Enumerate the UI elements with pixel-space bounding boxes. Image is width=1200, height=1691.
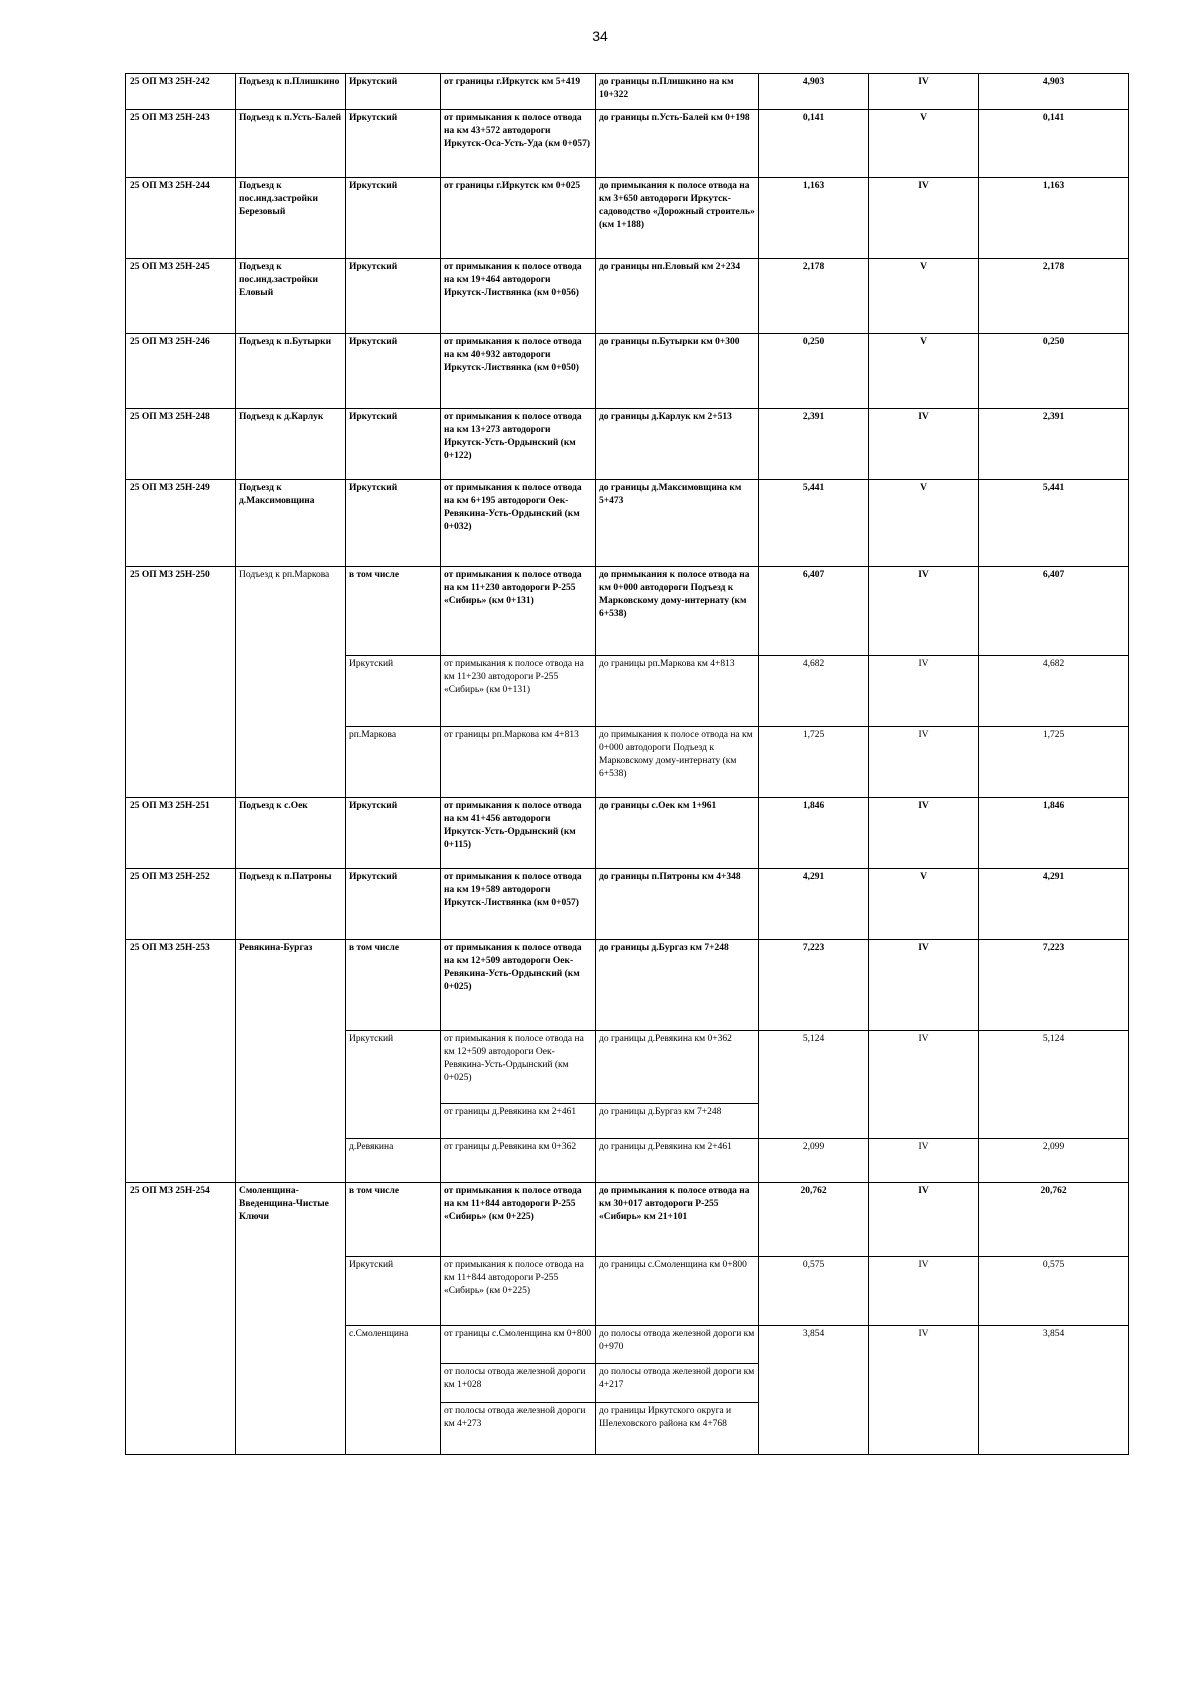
- road-name: Подъезд к п.Плишкино: [236, 74, 346, 110]
- road-to: до границы п.Бутырки км 0+300: [596, 334, 759, 409]
- road-category: IV: [869, 1031, 979, 1139]
- road-category: V: [869, 259, 979, 334]
- road-length-total: 4,682: [979, 656, 1129, 727]
- road-length: 1,163: [759, 178, 869, 259]
- road-name: Подъезд к пос.инд.застройки Еловый: [236, 259, 346, 334]
- road-length-total: 5,124: [979, 1031, 1129, 1139]
- road-to: до границы д.Бургаз км 7+248: [596, 940, 759, 1031]
- road-from: от границы с.Смоленщина км 0+800: [441, 1326, 596, 1364]
- road-to: до полосы отвода железной дороги км 0+970: [596, 1326, 759, 1364]
- road-to: до полосы отвода железной дороги км 4+217: [596, 1364, 759, 1403]
- road-from: от полосы отвода железной дороги км 4+273: [441, 1403, 596, 1455]
- table-row: [126, 940, 1129, 1031]
- road-to: до примыкания к полосе отвода на км 3+650 автодороги Иркутск-садоводство «Дорожный строитель» (км 1+188): [596, 178, 759, 259]
- road-to: до границы п.Пятроны км 4+348: [596, 869, 759, 940]
- road-category: IV: [869, 1183, 979, 1257]
- road-length-total: 1,725: [979, 727, 1129, 798]
- road-length: 2,099: [759, 1139, 869, 1183]
- road-to: до примыкания к полосе отвода на км 0+000 автодороги Подъезд к Марковскому дому-интернату (км 6+538): [596, 727, 759, 798]
- road-location: Иркутский: [346, 334, 441, 409]
- road-length: 3,854: [759, 1326, 869, 1455]
- road-category: IV: [869, 656, 979, 727]
- road-length-total: 0,575: [979, 1257, 1129, 1326]
- road-name: Подъезд к пос.инд.застройки Березовый: [236, 178, 346, 259]
- road-category: IV: [869, 727, 979, 798]
- road-from: от границы д.Ревякина км 2+461: [441, 1104, 596, 1139]
- road-name: Ревякина-Бургаз: [236, 940, 346, 1183]
- road-length: 2,391: [759, 409, 869, 480]
- road-category: IV: [869, 1326, 979, 1455]
- road-from: от примыкания к полосе отвода на км 41+456 автодороги Иркутск-Усть-Ордынский (км 0+115): [441, 798, 596, 869]
- road-length-total: 5,441: [979, 480, 1129, 567]
- page-number: 34: [592, 28, 608, 44]
- road-id: 25 ОП МЗ 25Н-251: [126, 798, 236, 869]
- road-name: Подъезд к д.Карлук: [236, 409, 346, 480]
- road-from: от границы г.Иркутск км 0+025: [441, 178, 596, 259]
- road-length: 4,903: [759, 74, 869, 110]
- road-category: IV: [869, 1257, 979, 1326]
- road-to: до границы д.Бургаз км 7+248: [596, 1104, 759, 1139]
- road-category: V: [869, 480, 979, 567]
- table-row: [126, 798, 1129, 869]
- road-location: Иркутский: [346, 1031, 441, 1139]
- table-row: [126, 409, 1129, 480]
- road-from: от примыкания к полосе отвода на км 12+509 автодороги Оек-Ревякина-Усть-Ордынский (км 0+025): [441, 940, 596, 1031]
- road-location: в том числе: [346, 1183, 441, 1257]
- road-name: Подъезд к рп.Маркова: [236, 567, 346, 798]
- road-category: V: [869, 110, 979, 178]
- road-name: Подъезд к д.Максимовщина: [236, 480, 346, 567]
- road-to: до границы п.Плишкино на км 10+322: [596, 74, 759, 110]
- road-to: до границы рп.Маркова км 4+813: [596, 656, 759, 727]
- road-location: Иркутский: [346, 798, 441, 869]
- road-location: Иркутский: [346, 110, 441, 178]
- road-location: Иркутский: [346, 74, 441, 110]
- road-id: 25 ОП МЗ 25Н-250: [126, 567, 236, 798]
- road-from: от примыкания к полосе отвода на км 11+844 автодороги Р-255 «Сибирь» (км 0+225): [441, 1257, 596, 1326]
- road-id: 25 ОП МЗ 25Н-252: [126, 869, 236, 940]
- road-length: 20,762: [759, 1183, 869, 1257]
- road-length: 0,250: [759, 334, 869, 409]
- road-from: от примыкания к полосе отвода на км 40+932 автодороги Иркутск-Листвянка (км 0+050): [441, 334, 596, 409]
- road-location: Иркутский: [346, 259, 441, 334]
- road-from: от примыкания к полосе отвода на км 19+589 автодороги Иркутск-Листвянка (км 0+057): [441, 869, 596, 940]
- road-length: 6,407: [759, 567, 869, 656]
- road-to: до границы д.Максимовщина км 5+473: [596, 480, 759, 567]
- road-id: 25 ОП МЗ 25Н-244: [126, 178, 236, 259]
- road-from: от примыкания к полосе отвода на км 11+230 автодороги Р-255 «Сибирь» (км 0+131): [441, 656, 596, 727]
- road-length: 1,846: [759, 798, 869, 869]
- road-length-total: 2,099: [979, 1139, 1129, 1183]
- table-row: [126, 178, 1129, 259]
- road-id: 25 ОП МЗ 25Н-243: [126, 110, 236, 178]
- road-length: 5,441: [759, 480, 869, 567]
- table-row: [126, 74, 1129, 110]
- road-from: от примыкания к полосе отвода на км 43+572 автодороги Иркутск-Оса-Усть-Уда (км 0+057): [441, 110, 596, 178]
- road-category: V: [869, 869, 979, 940]
- road-length-total: 0,250: [979, 334, 1129, 409]
- road-location: Иркутский: [346, 409, 441, 480]
- road-location: в том числе: [346, 940, 441, 1031]
- table-row: [126, 1183, 1129, 1257]
- road-from: от примыкания к полосе отвода на км 13+273 автодороги Иркутск-Усть-Ордынский (км 0+122): [441, 409, 596, 480]
- road-length-total: 1,846: [979, 798, 1129, 869]
- road-location: в том числе: [346, 567, 441, 656]
- road-from: от границы г.Иркутск км 5+419: [441, 74, 596, 110]
- road-category: IV: [869, 409, 979, 480]
- road-from: от границы д.Ревякина км 0+362: [441, 1139, 596, 1183]
- road-length-total: 4,903: [979, 74, 1129, 110]
- road-length-total: 2,391: [979, 409, 1129, 480]
- table-row: [126, 334, 1129, 409]
- road-id: 25 ОП МЗ 25Н-253: [126, 940, 236, 1183]
- road-to: до границы п.Усть-Балей км 0+198: [596, 110, 759, 178]
- road-length: 4,291: [759, 869, 869, 940]
- road-from: от полосы отвода железной дороги км 1+028: [441, 1364, 596, 1403]
- road-name: Подъезд к п.Усть-Балей: [236, 110, 346, 178]
- road-id: 25 ОП МЗ 25Н-245: [126, 259, 236, 334]
- road-from: от примыкания к полосе отвода на км 6+195 автодороги Оек-Ревякина-Усть-Ордынский (км 0+032): [441, 480, 596, 567]
- road-to: до границы с.Смоленщина км 0+800: [596, 1257, 759, 1326]
- road-location: Иркутский: [346, 1257, 441, 1326]
- table-row: [126, 869, 1129, 940]
- road-length-total: 1,163: [979, 178, 1129, 259]
- road-length: 5,124: [759, 1031, 869, 1139]
- road-category: IV: [869, 74, 979, 110]
- road-to: до границы д.Карлук км 2+513: [596, 409, 759, 480]
- road-category: IV: [869, 567, 979, 656]
- road-id: 25 ОП МЗ 25Н-254: [126, 1183, 236, 1455]
- road-length: 7,223: [759, 940, 869, 1031]
- table-row: [126, 480, 1129, 567]
- road-to: до примыкания к полосе отвода на км 0+000 автодороги Подъезд к Марковскому дому-интернату (км 6+538): [596, 567, 759, 656]
- road-to: до границы нп.Еловый км 2+234: [596, 259, 759, 334]
- road-location: рп.Маркова: [346, 727, 441, 798]
- road-id: 25 ОП МЗ 25Н-246: [126, 334, 236, 409]
- road-location: Иркутский: [346, 656, 441, 727]
- road-length-total: 7,223: [979, 940, 1129, 1031]
- road-length: 1,725: [759, 727, 869, 798]
- road-length: 4,682: [759, 656, 869, 727]
- road-location: д.Ревякина: [346, 1139, 441, 1183]
- road-location: Иркутский: [346, 480, 441, 567]
- road-to: до границы Иркутского округа и Шелеховского района км 4+768: [596, 1403, 759, 1455]
- road-length-total: 20,762: [979, 1183, 1129, 1257]
- road-name: Подъезд к п.Патроны: [236, 869, 346, 940]
- road-location: Иркутский: [346, 178, 441, 259]
- road-to: до границы д.Ревякина км 2+461: [596, 1139, 759, 1183]
- table-row: [126, 110, 1129, 178]
- roads-table: [125, 73, 1129, 1455]
- road-to: до границы с.Оек км 1+961: [596, 798, 759, 869]
- road-category: IV: [869, 178, 979, 259]
- road-length-total: 3,854: [979, 1326, 1129, 1455]
- road-category: V: [869, 334, 979, 409]
- road-id: 25 ОП МЗ 25Н-248: [126, 409, 236, 480]
- road-length-total: 4,291: [979, 869, 1129, 940]
- road-from: от примыкания к полосе отвода на км 11+230 автодороги Р-255 «Сибирь» (км 0+131): [441, 567, 596, 656]
- road-id: 25 ОП МЗ 25Н-242: [126, 74, 236, 110]
- road-name: Подъезд к п.Бутырки: [236, 334, 346, 409]
- road-id: 25 ОП МЗ 25Н-249: [126, 480, 236, 567]
- road-length-total: 6,407: [979, 567, 1129, 656]
- road-category: IV: [869, 798, 979, 869]
- road-length: 0,141: [759, 110, 869, 178]
- road-to: до примыкания к полосе отвода на км 30+017 автодороги Р-255 «Сибирь» км 21+101: [596, 1183, 759, 1257]
- road-from: от примыкания к полосе отвода на км 11+844 автодороги Р-255 «Сибирь» (км 0+225): [441, 1183, 596, 1257]
- road-from: от примыкания к полосе отвода на км 12+509 автодороги Оек-Ревякина-Усть-Ордынский (км 0+025): [441, 1031, 596, 1104]
- road-category: IV: [869, 1139, 979, 1183]
- road-to: до границы д.Ревякина км 0+362: [596, 1031, 759, 1104]
- road-name: Подъезд к с.Оек: [236, 798, 346, 869]
- table-row: [126, 259, 1129, 334]
- road-from: от примыкания к полосе отвода на км 19+464 автодороги Иркутск-Листвянка (км 0+056): [441, 259, 596, 334]
- road-from: от границы рп.Маркова км 4+813: [441, 727, 596, 798]
- road-category: IV: [869, 940, 979, 1031]
- road-location: Иркутский: [346, 869, 441, 940]
- road-location: с.Смоленщина: [346, 1326, 441, 1455]
- road-length-total: 0,141: [979, 110, 1129, 178]
- table-row: [126, 567, 1129, 656]
- road-length: 0,575: [759, 1257, 869, 1326]
- road-length: 2,178: [759, 259, 869, 334]
- road-length-total: 2,178: [979, 259, 1129, 334]
- road-name: Смоленщина-Введенщина-Чистые Ключи: [236, 1183, 346, 1455]
